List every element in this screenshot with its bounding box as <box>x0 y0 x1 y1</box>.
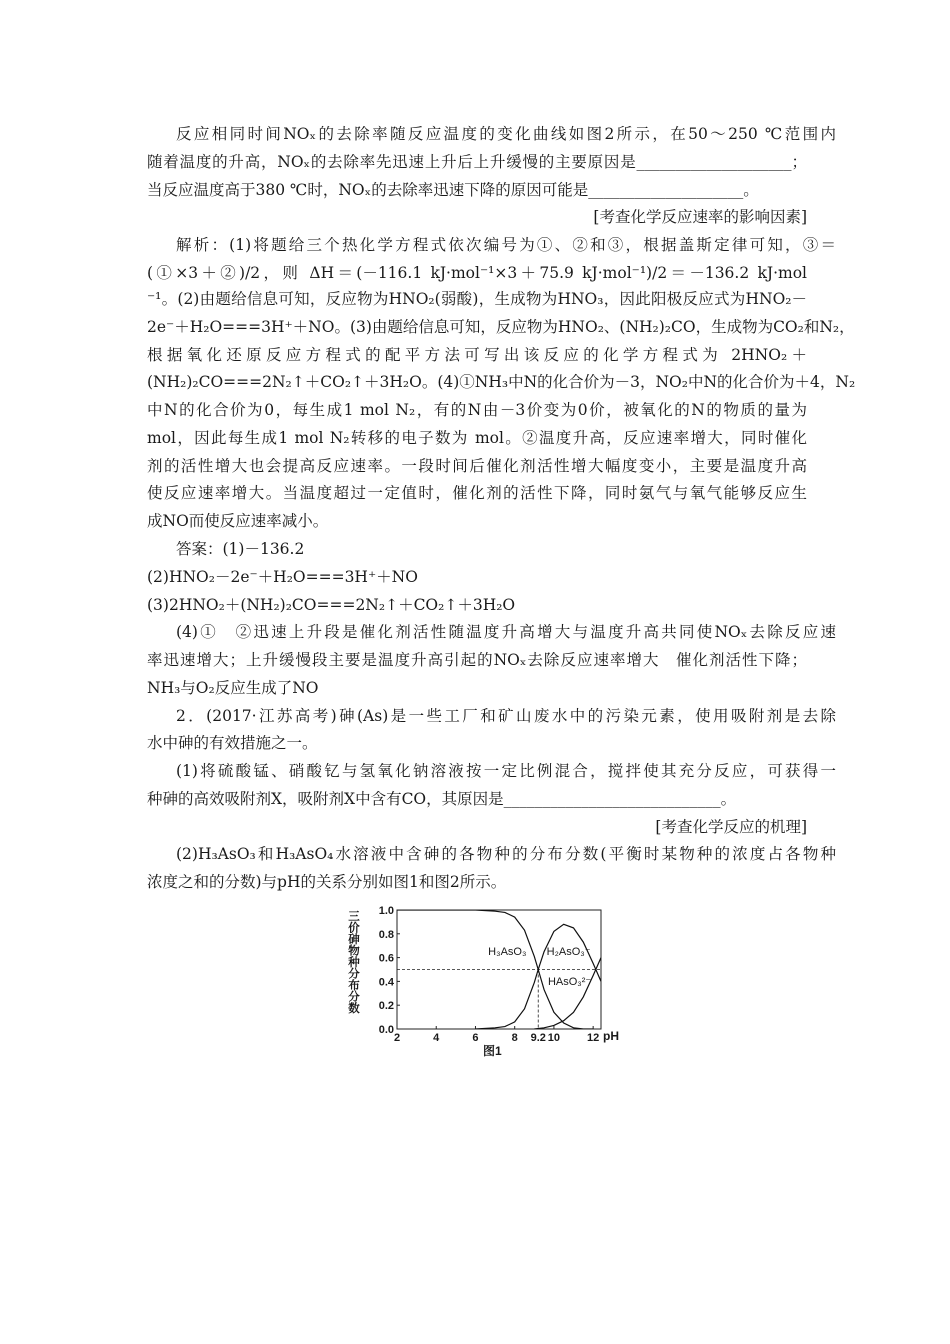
x-axis-label: pH <box>603 1029 619 1043</box>
text-line: ⁻¹。(2)由题给信息可知，反应物为HNO₂(弱酸)，生成物为HNO₃，因此阳极反应式为HNO₂－ <box>147 290 807 308</box>
x-tick-label: 4 <box>433 1032 440 1044</box>
topic-tag: [考查化学反应的机理] <box>655 818 807 836</box>
y-tick-label: 0.8 <box>378 928 394 941</box>
text-line: (NH₂)₂CO===2N₂↑＋CO₂↑＋3H₂O。(4)①NH₃中N的化合价为－3，NO₂中N的化合价为＋4，N₂ <box>147 373 856 391</box>
text-line: 当反应温度高于380 ℃时，NOₓ的去除率迅速下降的原因可能是____________________。 <box>147 181 759 199</box>
series-labels <box>488 946 591 988</box>
answer-line: (2)HNO₂－2e⁻＋H₂O===3H⁺＋NO <box>147 568 418 586</box>
distribution-chart <box>345 898 619 1060</box>
y-tick-label: 0.4 <box>378 976 394 989</box>
figure-caption: 图1 <box>483 1044 502 1058</box>
y-tick-label: 0.2 <box>378 1000 394 1013</box>
text-line: 反应相同时间NOₓ的去除率随反应温度的变化曲线如图2所示，在50～250 ℃范围内 <box>176 125 836 143</box>
answer-line: NH₃与O₂反应生成了NO <box>147 679 319 697</box>
text-line: 2e⁻＋H₂O===3H⁺＋NO。(3)由题给信息可知，反应物为HNO₂、(NH₂)₂CO，生成物为CO₂和N₂， <box>147 318 855 336</box>
text-line: 成NO而使反应速率减小。 <box>147 512 329 530</box>
text-line: 使反应速率增大。当温度超过一定值时，催化剂的活性下降，同时氨气与氧气能够反应生 <box>147 484 807 502</box>
text-line: 随着温度的升高，NOₓ的去除率先迅速上升后上升缓慢的主要原因是____________________； <box>147 153 807 171</box>
text-line: 中N的化合价为0，每生成1 mol N₂，有的N由－3价变为0价，被氧化的N的物质的量为 <box>147 401 807 419</box>
series-label-2: H₂AsO₃⁻ <box>546 946 591 959</box>
answer-line: 率迅速增大；上升缓慢段主要是温度升高引起的NOₓ去除反应速率增大 催化剂活性下降； <box>147 651 807 669</box>
answer-line: 答案：(1)－136.2 <box>176 540 305 558</box>
answer-line: (3)2HNO₂＋(NH₂)₂CO===2N₂↑＋CO₂↑＋3H₂O <box>147 596 516 614</box>
question-line: 水中砷的有效措施之一。 <box>147 734 318 752</box>
x-tick-label: 6 <box>472 1032 479 1044</box>
series-label-3: HAsO₃²⁻ <box>547 975 592 988</box>
text-line: 解析：(1)将题给三个热化学方程式依次编号为①、②和③，根据盖斯定律可知，③＝ <box>176 236 836 254</box>
y-tick-label: 0.0 <box>378 1024 394 1036</box>
y-tick-label: 0.6 <box>378 952 394 965</box>
series-label-1: H₃AsO₃ <box>488 946 527 959</box>
text-line: mol，因此每生成1 mol N₂转移的电子数为 mol。②温度升高，反应速率增大，同时催化 <box>147 429 807 447</box>
pka-label: 9.2 <box>530 1032 546 1044</box>
question-line: 浓度之和的分数)与pH的关系分别如图1和图2所示。 <box>147 873 507 891</box>
y-axis-label: 三价砷物种分布分数 <box>347 910 359 1014</box>
text-line: 根据氧化还原反应方程式的配平方法可写出该反应的化学方程式为 2HNO₂＋ <box>147 346 807 364</box>
question-line: (2)H₃AsO₃和H₃AsO₄水溶液中含砷的各物种的分布分数(平衡时某物种的浓度占各物种 <box>176 845 836 863</box>
y-tick-label: 1.0 <box>378 905 394 917</box>
topic-tag: [考查化学反应速率的影响因素] <box>593 208 807 226</box>
question-line: 种砷的高效吸附剂X，吸附剂X中含有CO，其原因是____________________________。 <box>147 790 737 808</box>
answer-line: (4)① ②迅速上升段是催化剂活性随温度升高增大与温度升高共同使NOₓ去除反应速 <box>176 623 836 641</box>
series-line-3 <box>534 958 601 1029</box>
text-line: 剂的活性增大也会提高反应速率。一段时间后催化剂活性增大幅度变小，主要是温度升高 <box>147 457 807 475</box>
question-line: 2．(2017·江苏高考)砷(As)是一些工厂和矿山废水中的污染元素，使用吸附剂是去除 <box>176 707 836 725</box>
question-line: (1)将硫酸锰、硝酸钇与氢氧化钠溶液按一定比例混合，搅拌使其充分反应，可获得一 <box>176 762 836 780</box>
text-line: (①×3＋②)/2，则 ΔH＝(－116.1 kJ·mol⁻¹×3＋75.9 kJ·mol⁻¹)/2＝－136.2 kJ·mol <box>147 264 807 282</box>
x-tick-label: 12 <box>587 1032 600 1044</box>
x-tick-label: 10 <box>547 1032 561 1044</box>
x-tick-label: 8 <box>511 1032 518 1044</box>
x-tick-label: 2 <box>393 1032 401 1044</box>
